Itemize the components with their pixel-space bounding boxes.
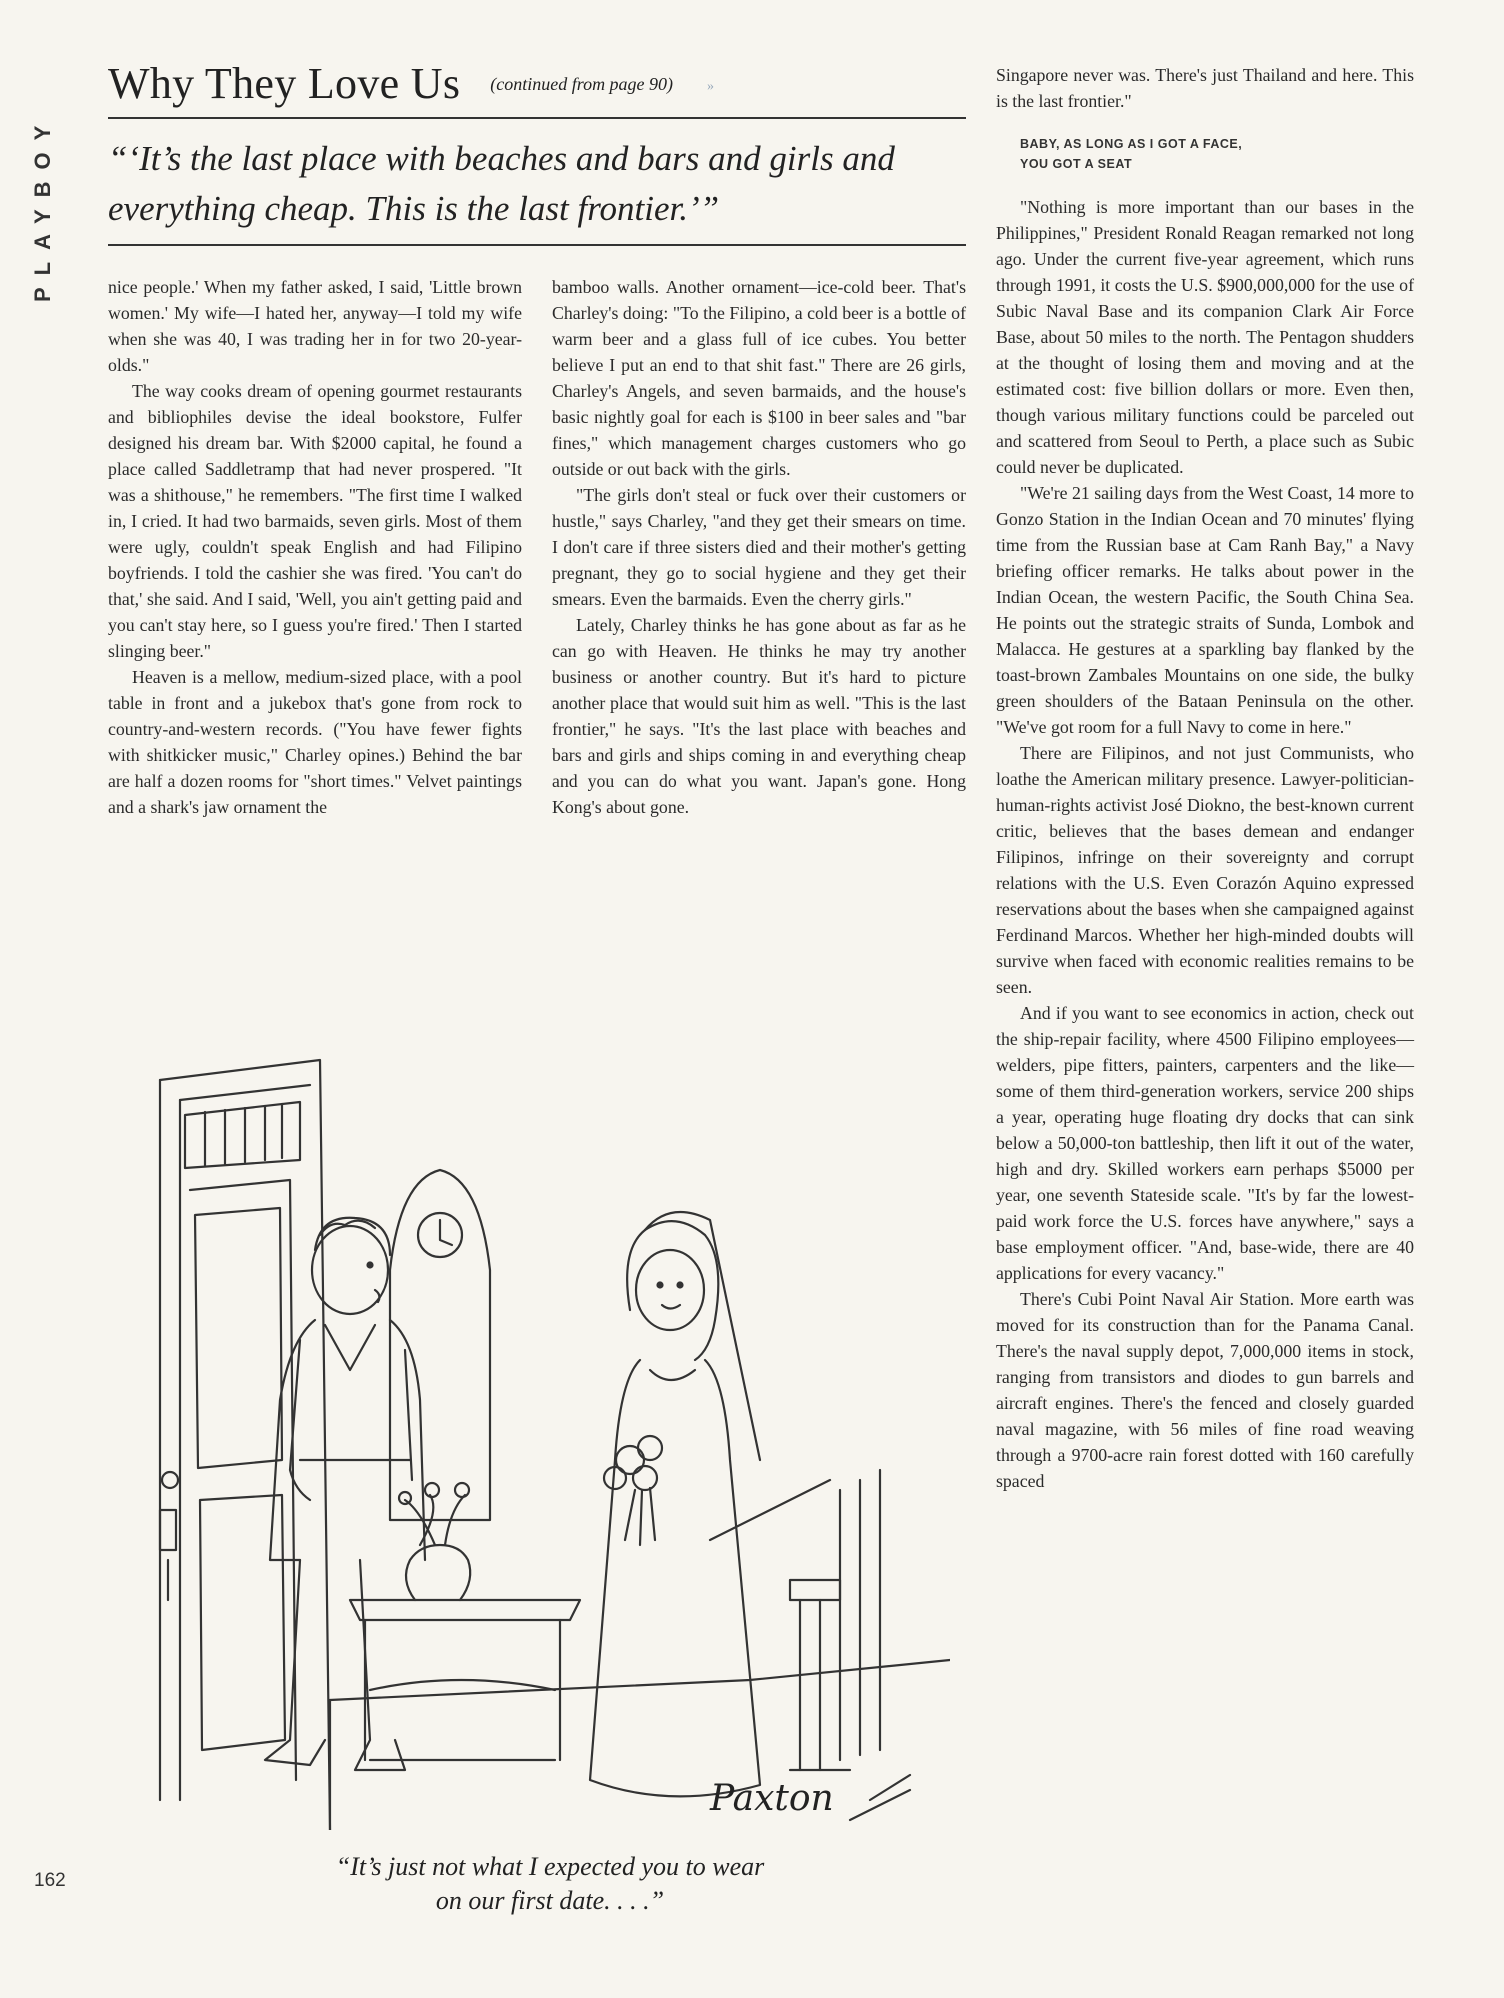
paragraph: Singapore never was. There's just Thailand and here. This is the last frontier." — [996, 65, 1414, 111]
paragraph: "We're 21 sailing days from the West Coast, 14 more to Gonzo Station in the Indian Ocean and 70 minutes' flying time from the Russian base at Cam Ranh Bay," a Navy briefing officer remarks. He talks about power in the Indian Ocean, the western Pacific, the South China Sea. He points out the strategic straits of Sunda, Lombok and Malacca. He gestures at a sparkling bay flanked by the toast-brown Zambales Mountains on one side, the bulky green shoulders of the Bataan Peninsula on the other. "We've got room for a full Navy to come in here." — [996, 483, 1414, 737]
column-1 — [108, 274, 522, 820]
article-title: Why They Love Us — [108, 59, 461, 108]
pull-quote: “‘It’s the last place with beaches and bars and girls and everything cheap. This is the last frontier.’” — [108, 126, 966, 246]
paragraph: There's Cubi Point Naval Air Station. More earth was moved for its construction than for the Panama Canal. There's the naval supply depot, 7,000,000 items in stock, ranging from transistors and diodes to gun barrels and aircraft engines. There's the fenced and closely guarded naval magazine, with 56 miles of fine road weaving through a 9700-acre rain forest dotted with 160 carefully spaced — [996, 1289, 1414, 1491]
cartoonist-signature: Paxton — [710, 1778, 834, 1819]
paragraph: And if you want to see economics in action, check out the ship-repair facility, where 4500 Filipino employees—welders, pipe fitters, painters, carpenters and the like—some of them third-generation workers, service 200 ships a year, operating huge floating dry docks that can sink below a 50,000-ton battleship, then lift it out of the water, high and dry. Skilled workers earn perhaps $5000 per year, one seventh Stateside scale. "It's by far the lowest-paid work force the U.S. forces have anywhere," says a base employment officer. "And, base-wide, there are 40 applications for every vacancy." — [996, 1003, 1414, 1283]
caption-line: on our first date. . . .” — [435, 1886, 665, 1915]
cartoon-illustration — [150, 1040, 950, 1830]
column-3 — [996, 62, 1414, 1494]
paragraph: nice people.' When my father asked, I said, 'Little brown women.' My wife—I hated her, anyway—I told my wife when she was 40, I was trading her in for two 20-year-olds." — [108, 277, 522, 375]
caption-line: “It’s just not what I expected you to wear — [335, 1852, 765, 1881]
continued-note: (continued from page 90) — [490, 74, 674, 94]
paragraph: "The girls don't steal or fuck over their customers or hustle," says Charley, "and they get their smears on time. I don't care if three sisters died and their mother's getting pregnant, they go to social hygiene and they get their smears. Even the barmaids. Even the cherry girls." — [552, 485, 966, 609]
paragraph: Lately, Charley thinks he has gone about as far as he can go with Heaven. He thinks he may try another business or another country. But it's hard to picture another place that would suit him as well. "This is the last frontier," he says. "It's the last place with beaches and bars and girls and ships coming in and everything cheap and you can do what you want. Japan's gone. Hong Kong's about gone. — [552, 615, 966, 817]
paragraph: bamboo walls. Another ornament—ice-cold beer. That's Charley's doing: "To the Filipino, a cold beer is a bottle of warm beer and a glass full of ice cubes. You better believe I put an end to that shit fast." There are 26 girls, Charley's Angels, and seven barmaids, and the house's basic nightly goal for each is $100 in beer sales and "bar fines," which management charges customers who go outside or out back with the girls. — [552, 277, 966, 479]
cartoon-caption — [200, 1850, 900, 1918]
section-subhead — [1020, 134, 1414, 174]
paragraph: There are Filipinos, and not just Communists, who loathe the American military presence. Lawyer-politician-human-rights activist José Diokno, the best-known current critic, believes that the bases demean and endanger Filipinos, infringe on their sovereignty and corrupt relations with the U.S. Even Corazón Aquino expressed reservations about the bases when she campaigned against Ferdinand Marcos. Whether her high-minded doubts will survive when faced with economic realities remains to be seen. — [996, 743, 1414, 997]
article-header — [108, 58, 966, 119]
paragraph: "Nothing is more important than our bases in the Philippines," President Ronald Reagan remarked not long ago. Under the current five-year agreement, which runs through 1991, it costs the U.S. $900,000,000 for the use of Subic Naval Base and its companion Clark Air Force Base, about 50 miles to the north. The Pentagon shudders at the thought of losing them and moving and at the estimated cost: five billion dollars or more. Even then, though various military functions could be parceled out and scattered from Seoul to Perth, a place such as Subic could never be duplicated. — [996, 197, 1414, 477]
subhead-line: BABY, AS LONG AS I GOT A FACE, — [1020, 137, 1243, 151]
arrow-icon: » — [707, 79, 715, 94]
subhead-line: YOU GOT A SEAT — [1020, 157, 1133, 171]
paragraph: Heaven is a mellow, medium-sized place, with a pool table in front and a jukebox that's gone from rock to country-and-western records. ("You have fewer fights with shitkicker music," Charley opines.) Behind the bar are half a dozen rooms for "short times." Velvet paintings and a shark's jaw ornament the — [108, 667, 522, 817]
paragraph: The way cooks dream of opening gourmet restaurants and bibliophiles devise the ideal bookstore, Fulfer designed his dream bar. With $2000 capital, he found a place called Saddletramp that had never prospered. "It was a shithouse," he remembers. "The first time I walked in, I cried. It had two barmaids, seven girls. Most of them were ugly, couldn't speak English and had Filipino boyfriends. I told the cashier she was fired. 'You can't do that,' she said. And I said, 'Well, you ain't getting paid and you can't stay here, so I guess you're fired.' Then I started slinging beer." — [108, 381, 522, 661]
column-2 — [552, 274, 966, 820]
magazine-brand: PLAYBOY — [30, 113, 55, 302]
page-number: 162 — [34, 1870, 66, 1891]
